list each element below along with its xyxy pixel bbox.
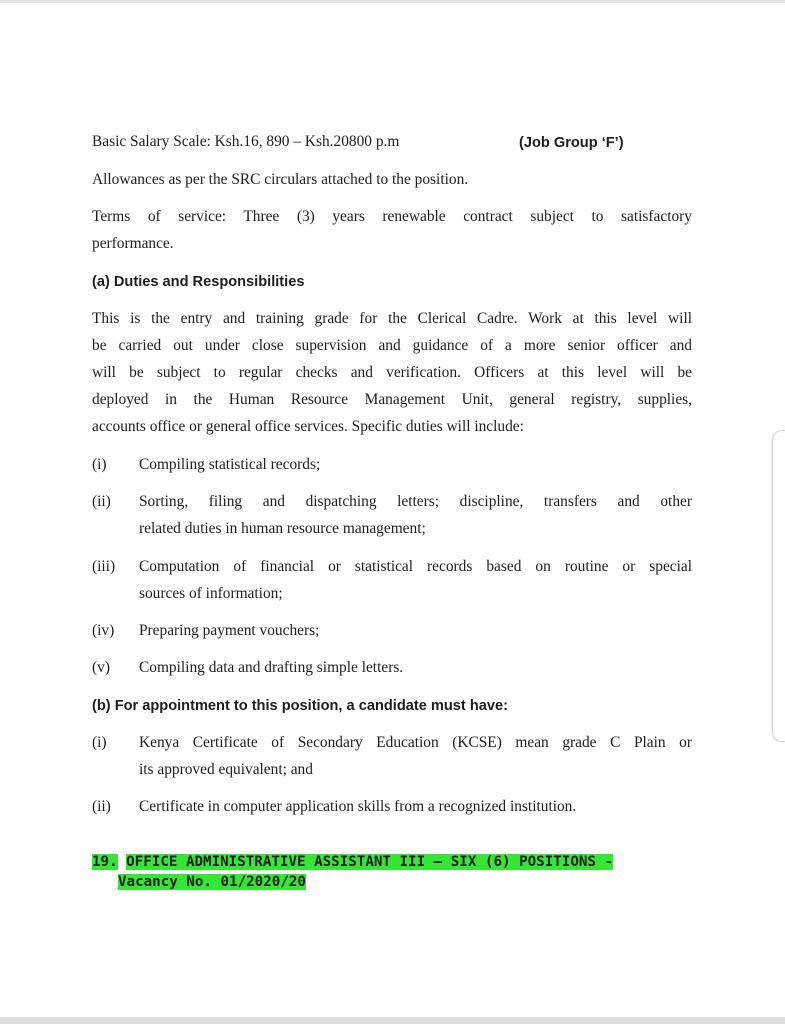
position-title-line-1: OFFICE ADMINISTRATIVE ASSISTANT III – SIX (6) POSITIONS -	[126, 854, 614, 870]
item-number: (i)	[92, 734, 107, 751]
item-number: (iv)	[92, 622, 115, 639]
paragraph-line: This is the entry and training grade for the Clerical Cadre. Work at this level will	[92, 310, 692, 327]
paragraph-line: accounts office or general office services. Specific duties will include:	[92, 418, 524, 435]
position-number: 19.	[92, 854, 118, 870]
paragraph-line: be carried out under close supervision and guidance of a more senior officer and	[92, 337, 692, 354]
item-number: (ii)	[92, 493, 111, 510]
paragraph-line: will be subject to regular checks and verification. Officers at this level will be	[92, 364, 692, 381]
item-text: Compiling data and drafting simple letters.	[139, 659, 404, 676]
position-heading-line-2	[118, 872, 306, 892]
paragraph-line: deployed in the Human Resource Management Unit, general registry, supplies,	[92, 391, 692, 408]
allowances-text: Allowances as per the SRC circulars attached to the position.	[92, 171, 469, 188]
item-number: (iii)	[92, 558, 116, 575]
item-text-continued: related duties in human resource management;	[139, 520, 426, 537]
terms-line-2: performance.	[92, 235, 174, 252]
item-number: (i)	[92, 456, 107, 473]
page-bottom-edge	[0, 1017, 785, 1024]
terms-line-1: Terms of service: Three (3) years renewable contract subject to satisfactory	[92, 208, 692, 225]
item-text: Compiling statistical records;	[139, 456, 321, 473]
job-group: (Job Group ‘F’)	[519, 135, 624, 151]
item-text: Preparing payment vouchers;	[139, 622, 320, 639]
item-number: (ii)	[92, 798, 111, 815]
item-text-continued: its approved equivalent; and	[139, 761, 313, 778]
page-top-edge	[0, 0, 785, 3]
item-text: Computation of financial or statistical records based on routine or special	[139, 558, 692, 575]
item-text: Kenya Certificate of Secondary Education (KCSE) mean grade C Plain or	[139, 734, 692, 751]
section-b-heading: (b) For appointment to this position, a candidate must have:	[92, 698, 508, 714]
position-title-line-2: Vacancy No. 01/2020/20	[118, 874, 306, 890]
item-text: Sorting, filing and dispatching letters; discipline, transfers and other	[139, 493, 692, 510]
item-text-continued: sources of information;	[139, 585, 283, 602]
salary-scale: Basic Salary Scale: Ksh.16, 890 – Ksh.20800 p.m	[92, 133, 400, 150]
position-heading	[92, 852, 613, 872]
scrollbar-handle[interactable]	[772, 430, 785, 742]
item-text: Certificate in computer application skills from a recognized institution.	[139, 798, 577, 815]
item-number: (v)	[92, 659, 110, 676]
section-a-heading: (a) Duties and Responsibilities	[92, 274, 305, 290]
